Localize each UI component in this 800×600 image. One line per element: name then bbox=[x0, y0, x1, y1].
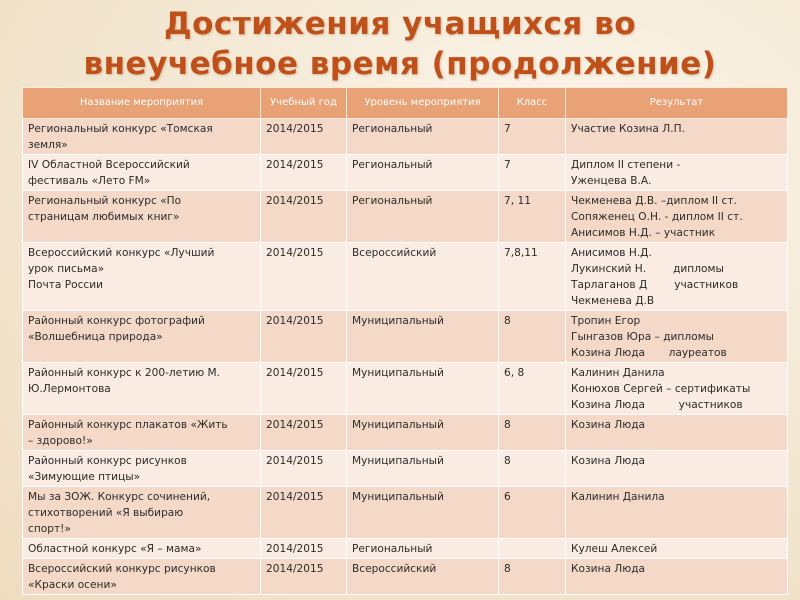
result-line: Гынгазов Юра – дипломы bbox=[571, 331, 714, 343]
table-row bbox=[23, 243, 788, 311]
cell-level: Региональный bbox=[347, 119, 499, 155]
event-line: Всероссийский конкурс «Лучший bbox=[28, 247, 215, 259]
cell-result bbox=[566, 243, 788, 311]
event-line: Всероссийский конкурс рисунков bbox=[28, 563, 216, 575]
result-line: Чекменева Д.В. –диплом II ст. bbox=[571, 195, 737, 207]
cell-level: Муниципальный bbox=[347, 363, 499, 415]
cell-year: 2014/2015 bbox=[261, 119, 347, 155]
result-line: Участие Козина Л.П. bbox=[571, 123, 685, 135]
table-row bbox=[23, 311, 788, 363]
cell-year: 2014/2015 bbox=[261, 155, 347, 191]
table-row bbox=[23, 559, 788, 595]
header-grade: Класс bbox=[499, 88, 566, 119]
result-line: Лукинский Н. дипломы bbox=[571, 263, 724, 275]
cell-grade bbox=[499, 539, 566, 559]
result-line: Козина Люда лауреатов bbox=[571, 347, 727, 359]
cell-level: Региональный bbox=[347, 191, 499, 243]
result-line: Анисимов Н.Д. bbox=[571, 247, 652, 259]
cell-result bbox=[566, 363, 788, 415]
page-title bbox=[0, 4, 800, 84]
event-line: урок письма» bbox=[28, 263, 105, 275]
event-line: страницам любимых книг» bbox=[28, 211, 180, 223]
table-row bbox=[23, 363, 788, 415]
cell-level: Муниципальный bbox=[347, 311, 499, 363]
cell-result bbox=[566, 155, 788, 191]
event-line: Ю.Лермонтова bbox=[28, 383, 111, 395]
cell-level: Всероссийский bbox=[347, 243, 499, 311]
cell-year: 2014/2015 bbox=[261, 243, 347, 311]
event-line: земля» bbox=[28, 139, 68, 151]
cell-year: 2014/2015 bbox=[261, 363, 347, 415]
cell-level: Региональный bbox=[347, 155, 499, 191]
event-line: Почта России bbox=[28, 279, 104, 291]
table-row bbox=[23, 191, 788, 243]
result-line: Козина Люда bbox=[571, 563, 646, 575]
cell-event bbox=[23, 311, 261, 363]
event-line: Районный конкурс фотографий bbox=[28, 315, 205, 327]
event-line: IV Областной Всероссийский bbox=[28, 159, 190, 171]
event-line: Региональный конкурс «Томская bbox=[28, 123, 213, 135]
result-line: Тарлаганов Д участников bbox=[571, 279, 739, 291]
result-line: Чекменева Д.В bbox=[571, 295, 655, 307]
cell-level: Муниципальный bbox=[347, 451, 499, 487]
event-line: Региональный конкурс «По bbox=[28, 195, 182, 207]
cell-grade: 7,8,11 bbox=[499, 243, 566, 311]
cell-result bbox=[566, 311, 788, 363]
table-row bbox=[23, 539, 788, 559]
title-line-2: внеучебное время (продолжение) bbox=[83, 46, 717, 82]
cell-grade: 7, 11 bbox=[499, 191, 566, 243]
table-row bbox=[23, 415, 788, 451]
event-line: Областной конкурс «Я – мама» bbox=[28, 543, 202, 555]
cell-grade: 7 bbox=[499, 119, 566, 155]
result-line: Кулеш Алексей bbox=[571, 543, 658, 555]
event-line: «Зимующие птицы» bbox=[28, 471, 141, 483]
cell-grade: 6, 8 bbox=[499, 363, 566, 415]
event-line: Районный конкурс рисунков bbox=[28, 455, 187, 467]
event-line: «Краски осени» bbox=[28, 579, 117, 591]
cell-event bbox=[23, 415, 261, 451]
result-line: Калинин Данила bbox=[571, 491, 665, 503]
result-line: Козина Люда bbox=[571, 455, 646, 467]
cell-year: 2014/2015 bbox=[261, 487, 347, 539]
result-line: Козина Люда участников bbox=[571, 399, 743, 411]
cell-event bbox=[23, 191, 261, 243]
cell-year: 2014/2015 bbox=[261, 191, 347, 243]
result-line: Тропин Егор bbox=[571, 315, 641, 327]
cell-event bbox=[23, 243, 261, 311]
cell-result bbox=[566, 559, 788, 595]
cell-event bbox=[23, 119, 261, 155]
cell-level: Региональный bbox=[347, 539, 499, 559]
cell-event bbox=[23, 363, 261, 415]
cell-year: 2014/2015 bbox=[261, 451, 347, 487]
cell-result bbox=[566, 119, 788, 155]
cell-year: 2014/2015 bbox=[261, 559, 347, 595]
cell-event bbox=[23, 559, 261, 595]
cell-year: 2014/2015 bbox=[261, 311, 347, 363]
result-line: Конюхов Сергей – сертификаты bbox=[571, 383, 751, 395]
header-year: Учебный год bbox=[261, 88, 347, 119]
event-line: фестиваль «Лето FM» bbox=[28, 175, 151, 187]
cell-grade: 8 bbox=[499, 415, 566, 451]
event-line: Районный конкурс к 200-летию М. bbox=[28, 367, 221, 379]
result-line: Диплом II степени - bbox=[571, 159, 681, 171]
table-row bbox=[23, 487, 788, 539]
cell-level: Муниципальный bbox=[347, 487, 499, 539]
event-line: стихотворений «Я выбираю bbox=[28, 507, 184, 519]
table-row bbox=[23, 155, 788, 191]
event-line: Мы за ЗОЖ. Конкурс сочинений, bbox=[28, 491, 211, 503]
cell-grade: 8 bbox=[499, 451, 566, 487]
event-line: – здорово!» bbox=[28, 435, 93, 447]
cell-result bbox=[566, 487, 788, 539]
title-line-1: Достижения учащихся во bbox=[163, 6, 637, 42]
result-line: Сопяженец О.Н. - диплом II ст. bbox=[571, 211, 743, 223]
cell-level: Муниципальный bbox=[347, 415, 499, 451]
cell-grade: 8 bbox=[499, 559, 566, 595]
cell-result bbox=[566, 451, 788, 487]
cell-year: 2014/2015 bbox=[261, 415, 347, 451]
cell-event bbox=[23, 539, 261, 559]
achievements-table bbox=[22, 87, 788, 595]
cell-result bbox=[566, 539, 788, 559]
cell-event bbox=[23, 451, 261, 487]
event-line: «Волшебница природа» bbox=[28, 331, 163, 343]
result-line: Анисимов Н.Д. – участник bbox=[571, 227, 716, 239]
table-header-row bbox=[23, 88, 788, 119]
result-line: Уженцева В.А. bbox=[571, 175, 652, 187]
event-line: Районный конкурс плакатов «Жить bbox=[28, 419, 228, 431]
cell-grade: 7 bbox=[499, 155, 566, 191]
cell-level: Всероссийский bbox=[347, 559, 499, 595]
result-line: Калинин Данила bbox=[571, 367, 665, 379]
cell-result bbox=[566, 191, 788, 243]
table-row bbox=[23, 451, 788, 487]
header-result: Результат bbox=[566, 88, 788, 119]
event-line: спорт!» bbox=[28, 523, 71, 535]
cell-grade: 8 bbox=[499, 311, 566, 363]
cell-result bbox=[566, 415, 788, 451]
table-body bbox=[23, 119, 788, 595]
cell-event bbox=[23, 155, 261, 191]
cell-grade: 6 bbox=[499, 487, 566, 539]
result-line: Козина Люда bbox=[571, 419, 646, 431]
header-level: Уровень мероприятия bbox=[347, 88, 499, 119]
header-event: Название мероприятия bbox=[23, 88, 261, 119]
cell-event bbox=[23, 487, 261, 539]
table-row bbox=[23, 119, 788, 155]
cell-year: 2014/2015 bbox=[261, 539, 347, 559]
